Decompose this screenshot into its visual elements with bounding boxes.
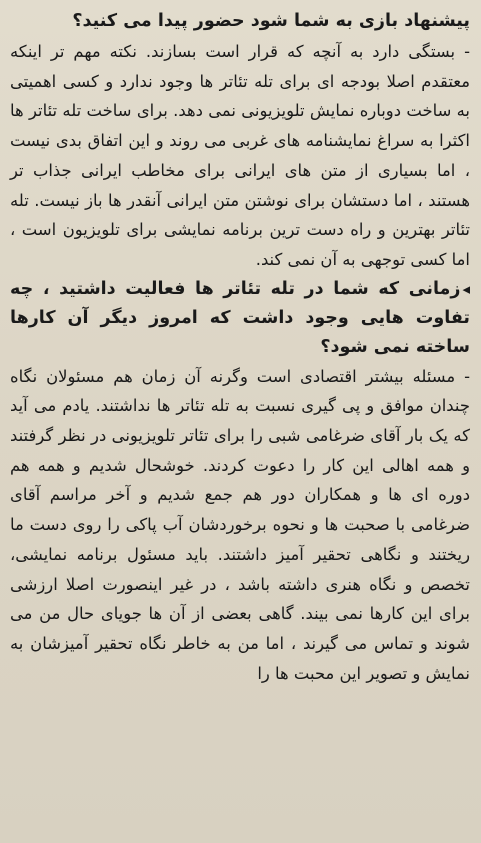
question-heading-2-text: زمانی که شما در تله تئاتر ها فعالیت داشتید ، چه تفاوت هایی وجود داشت که امروز دیگر آن کارها ساخته نمی شود؟ — [10, 278, 470, 357]
answer-paragraph-1: - بستگی دارد به آنچه که قرار است بسازند. نکته مهم تر اینکه معتقدم اصلا بودجه ای برای تله تئاتر ها وجود ندارد و کسی اهمیتی به ساخت دوباره نمایش تلویزیونی نمی دهد. برای ساخت تله تئاتر ها اکثرا به سراغ نمایشنامه های غربی می روند و این اتفاق بدی نیست ، اما بسیاری از متن های ایرانی برای مخاطب ایرانی جذاب تر هستند ، اما دستشان برای نوشتن متن ایرانی آنقدر ها باز نیست. تله تئاتر بهترین و راه دست ترین برنامه نمایشی برای تلویزیون است ، اما کسی توجهی به آن نمی کند. — [10, 42, 470, 269]
bullet-arrow-icon: ◂ — [462, 279, 470, 298]
answer-paragraph-2: - مسئله بیشتر اقتصادی است وگرنه آن زمان هم مسئولان نگاه چندان موافق و پی گیری نسبت به تله تئاتر ها نداشتند. یادم می آید که یک بار آقای ضرغامی شبی را برای تئاتر تلویزیونی در نظر گرفتند و همه اهالی این کار را دعوت کردند. خوشحال شدیم و همه هم دوره ای ها و همکاران دور هم جمع شدیم و آخر مراسم آقای ضرغامی با صحبت ها و نحوه برخوردشان آب پاکی را روی دست ما ریختند و نگاهی تحقیر آمیز داشتند. باید مسئول برنامه نمایشی، تخصص و نگاه هنری داشته باشد ، در غیر اینصورت اصلا ارزشی برای این کارها نمی بیند. گاهی بعضی از آن ها جویای حال من می شوند و تماس می گیرند ، اما من به خاطر نگاه تحقیر آمیزشان به نمایش و تصویر این محبت ها را — [10, 366, 470, 683]
question-heading-2 — [10, 275, 470, 362]
question-heading-1: پیشنهاد بازی به شما شود حضور پیدا می کنید؟ — [72, 11, 470, 31]
